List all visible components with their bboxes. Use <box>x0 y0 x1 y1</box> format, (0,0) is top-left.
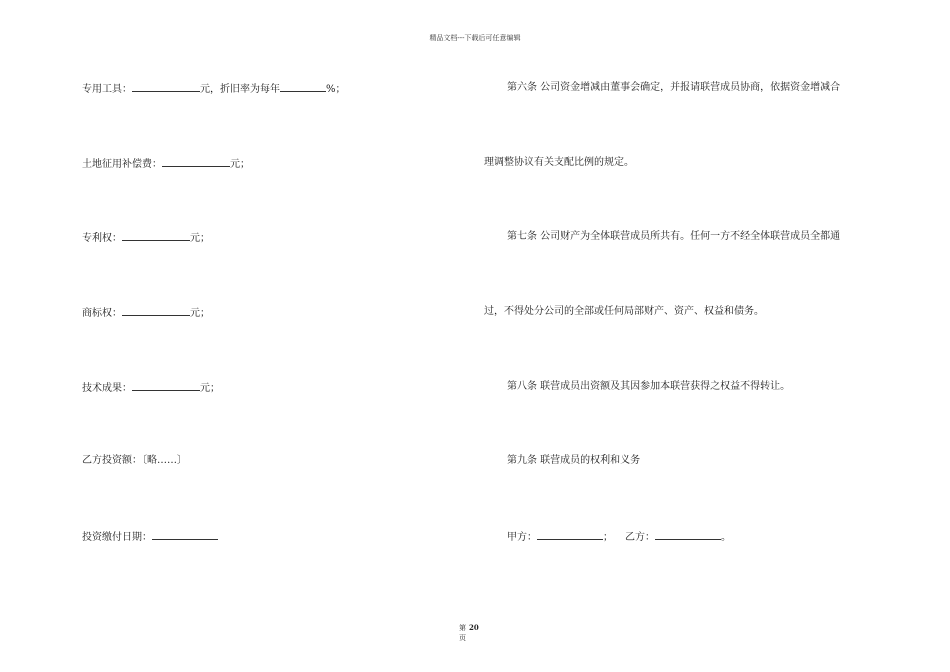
tech-unit: 元； <box>200 383 220 394</box>
tech-label: 技术成果： <box>82 383 132 394</box>
article-7-line-1: 第七条 公司财产为全体联营成员所共有。任何一方不经全体联营成员全都通 <box>507 231 841 242</box>
page-number-value: 20 <box>469 623 479 632</box>
page-ye: 页 <box>459 634 466 642</box>
pay-date-blank <box>152 530 218 540</box>
land-amount-blank <box>162 157 230 167</box>
trademark-line <box>82 306 210 320</box>
tech-amount-blank <box>132 381 200 391</box>
party-end: 。 <box>721 532 731 543</box>
trademark-label: 商标权： <box>82 308 122 319</box>
party-a-label: 甲方： <box>507 532 537 543</box>
land-unit: 元； <box>230 159 250 170</box>
tools-pct: %； <box>326 84 346 95</box>
page-number <box>459 623 479 643</box>
article-6-line-2: 理调整协议有关支配比例的规定。 <box>484 157 634 168</box>
trademark-unit: 元； <box>190 308 210 319</box>
pay-date-line <box>82 530 218 544</box>
depreciation-rate-blank <box>280 82 326 92</box>
tools-label: 专用工具： <box>82 84 132 95</box>
tools-unit: 元，折旧率为每年 <box>200 84 280 95</box>
partyb-investment-line: 乙方投资额：〔略……〕 <box>82 455 187 466</box>
parties-line <box>507 530 731 544</box>
article-7-line-2: 过，不得处分公司的全部或任何局部财产、资产、权益和债务。 <box>484 306 764 317</box>
land-line <box>82 157 250 171</box>
tools-amount-blank <box>132 82 200 92</box>
patent-unit: 元； <box>190 233 210 244</box>
party-b-blank <box>655 530 721 540</box>
trademark-amount-blank <box>122 306 190 316</box>
party-separator: ； <box>603 532 613 543</box>
patent-line <box>82 231 210 245</box>
page-header: 精品文档---下载后可任意编辑 <box>429 34 521 42</box>
land-label: 土地征用补偿费： <box>82 159 162 170</box>
article-8: 第八条 联营成员出资额及其因参加本联营获得之权益不得转让。 <box>507 381 791 392</box>
article-9: 第九条 联营成员的权利和义务 <box>507 455 641 466</box>
tech-line <box>82 381 220 395</box>
party-b-label: 乙方： <box>625 532 655 543</box>
patent-amount-blank <box>122 231 190 241</box>
pay-date-label: 投资缴付日期： <box>82 532 152 543</box>
tools-line <box>82 82 346 96</box>
party-a-blank <box>537 530 603 540</box>
patent-label: 专利权： <box>82 233 122 244</box>
article-6-line-1: 第六条 公司资金增减由董事会确定，并报请联营成员协商，依据资金增减合 <box>507 82 841 93</box>
page-di: 第 <box>459 624 466 632</box>
